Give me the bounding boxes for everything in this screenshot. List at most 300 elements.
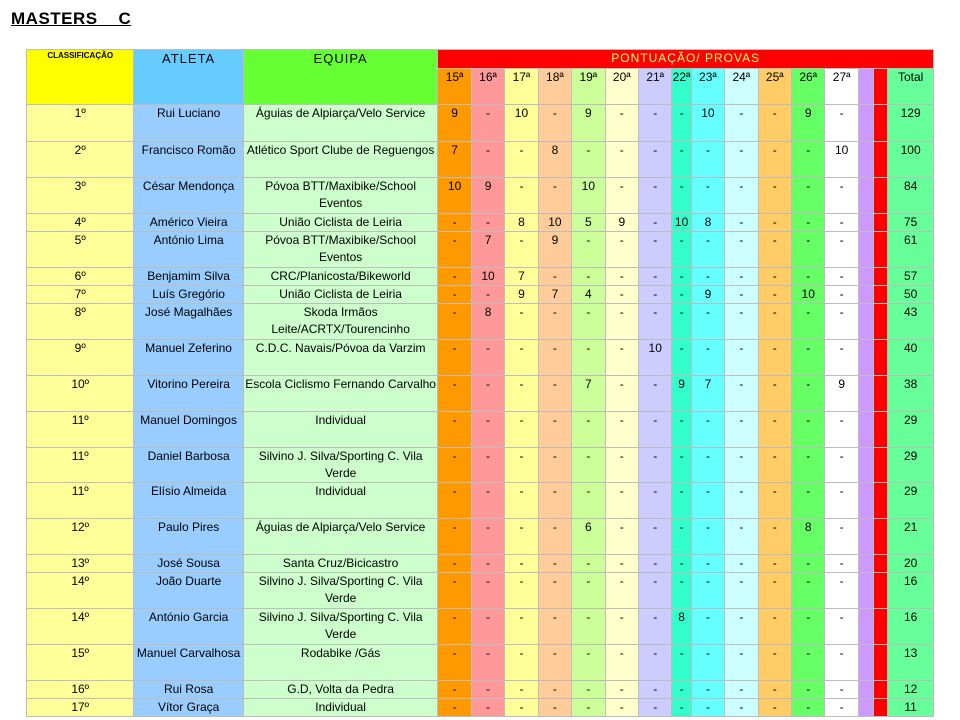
race-header-10: 25ª (758, 69, 791, 105)
score-cell: - (691, 340, 724, 376)
team-cell: Skoda Irmãos Leite/ACRTX/Tourencinho (243, 304, 438, 340)
score-cell: - (639, 573, 672, 609)
score-cell: - (605, 519, 638, 555)
race-header-2: 17ª (505, 69, 538, 105)
score-cell: 7 (471, 232, 504, 268)
score-cell: - (438, 573, 471, 609)
score-cell: - (792, 483, 825, 519)
score-cell (858, 105, 873, 142)
score-cell: - (572, 340, 605, 376)
header-equipa: EQUIPA (243, 50, 438, 105)
score-cell: - (725, 483, 758, 519)
athlete-cell: Elísio Almeida (134, 483, 243, 519)
score-cell: - (825, 483, 858, 519)
race-header-3: 18ª (538, 69, 571, 105)
race-header-14 (874, 69, 888, 105)
score-cell: - (792, 232, 825, 268)
score-cell: - (725, 645, 758, 681)
athlete-cell: Vitorino Pereira (134, 376, 243, 412)
score-cell: - (825, 340, 858, 376)
athlete-cell: Paulo Pires (134, 519, 243, 555)
score-cell: - (672, 268, 691, 286)
score-cell: - (725, 232, 758, 268)
athlete-cell: César Mendonça (134, 178, 243, 214)
score-cell: - (538, 609, 571, 645)
score-cell: - (725, 609, 758, 645)
score-cell (874, 142, 888, 178)
athlete-cell: Manuel Carvalhosa (134, 645, 243, 681)
score-cell: - (605, 142, 638, 178)
score-cell: - (725, 448, 758, 483)
score-cell (874, 105, 888, 142)
score-cell: 7 (438, 142, 471, 178)
score-cell: - (572, 555, 605, 573)
team-cell: União Ciclista de Leiria (243, 214, 438, 232)
score-cell: - (725, 573, 758, 609)
score-cell (874, 448, 888, 483)
score-cell: - (672, 573, 691, 609)
score-cell: - (438, 681, 471, 699)
score-cell: - (758, 645, 791, 681)
score-cell: - (639, 609, 672, 645)
total-cell: 43 (888, 304, 934, 340)
score-cell: - (758, 214, 791, 232)
score-cell: - (725, 376, 758, 412)
team-cell: Póvoa BTT/Maxibike/School Eventos (243, 232, 438, 268)
score-cell: - (572, 609, 605, 645)
score-cell (858, 340, 873, 376)
score-cell: 5 (572, 214, 605, 232)
score-cell: - (672, 178, 691, 214)
total-cell: 16 (888, 609, 934, 645)
score-cell (858, 448, 873, 483)
score-cell: - (572, 699, 605, 717)
score-cell: - (672, 340, 691, 376)
athlete-cell: Daniel Barbosa (134, 448, 243, 483)
score-cell: - (605, 573, 638, 609)
score-cell: - (438, 555, 471, 573)
race-header-7: 22ª (672, 69, 691, 105)
score-cell: - (605, 105, 638, 142)
score-cell: - (639, 304, 672, 340)
rank-cell: 11º (27, 412, 134, 448)
score-cell (874, 340, 888, 376)
score-cell (874, 268, 888, 286)
score-cell: - (672, 681, 691, 699)
score-cell: - (639, 178, 672, 214)
race-header-5: 20ª (605, 69, 638, 105)
score-cell: - (792, 412, 825, 448)
athlete-cell: João Duarte (134, 573, 243, 609)
score-cell: - (572, 268, 605, 286)
score-cell: - (725, 340, 758, 376)
score-cell: - (691, 573, 724, 609)
score-cell: - (505, 142, 538, 178)
athlete-cell: António Lima (134, 232, 243, 268)
athlete-cell: Rui Rosa (134, 681, 243, 699)
score-cell: - (672, 105, 691, 142)
score-cell: - (672, 412, 691, 448)
score-cell: - (538, 376, 571, 412)
total-cell: 129 (888, 105, 934, 142)
score-cell: - (471, 105, 504, 142)
score-cell: - (471, 286, 504, 304)
team-cell: Santa Cruz/Bicicastro (243, 555, 438, 573)
team-cell: Individual (243, 412, 438, 448)
score-cell: - (538, 412, 571, 448)
score-cell: - (792, 448, 825, 483)
total-cell: 21 (888, 519, 934, 555)
score-cell: - (505, 412, 538, 448)
score-cell (858, 699, 873, 717)
rank-cell: 6º (27, 268, 134, 286)
score-cell: - (538, 105, 571, 142)
score-cell: - (691, 448, 724, 483)
team-cell: Individual (243, 483, 438, 519)
score-cell: - (471, 681, 504, 699)
score-cell: - (572, 483, 605, 519)
score-cell: - (725, 178, 758, 214)
score-cell: - (792, 555, 825, 573)
score-cell (874, 304, 888, 340)
score-cell: - (471, 519, 504, 555)
score-cell: - (438, 268, 471, 286)
score-cell: 10 (471, 268, 504, 286)
score-cell: 7 (505, 268, 538, 286)
total-cell: 57 (888, 268, 934, 286)
score-cell: - (792, 699, 825, 717)
score-cell: - (572, 232, 605, 268)
score-cell: - (471, 340, 504, 376)
team-cell: Águias de Alpiarça/Velo Service (243, 519, 438, 555)
score-cell: - (792, 214, 825, 232)
score-cell: - (792, 376, 825, 412)
race-header-12: 27ª (825, 69, 858, 105)
score-cell: - (725, 412, 758, 448)
score-cell: - (725, 519, 758, 555)
score-cell: 9 (471, 178, 504, 214)
score-cell: - (639, 105, 672, 142)
score-cell: - (825, 609, 858, 645)
score-cell: - (825, 214, 858, 232)
team-cell: Atlético Sport Clube de Reguengos (243, 142, 438, 178)
score-cell (858, 232, 873, 268)
score-cell (858, 178, 873, 214)
score-cell: - (438, 304, 471, 340)
score-cell: 9 (572, 105, 605, 142)
score-cell: - (758, 699, 791, 717)
score-cell: - (605, 286, 638, 304)
score-cell: - (639, 214, 672, 232)
header-pontuacao: PONTUAÇÃO/ PROVAS (438, 50, 934, 69)
score-cell: - (605, 340, 638, 376)
score-cell: - (691, 412, 724, 448)
score-cell: - (825, 645, 858, 681)
score-cell: - (672, 645, 691, 681)
score-cell: 4 (572, 286, 605, 304)
score-cell: - (572, 304, 605, 340)
table-row (27, 519, 934, 555)
score-cell: - (672, 142, 691, 178)
score-cell: - (691, 178, 724, 214)
score-cell: - (505, 555, 538, 573)
score-cell: - (538, 304, 571, 340)
score-cell: - (639, 412, 672, 448)
rank-cell: 4º (27, 214, 134, 232)
score-cell: - (505, 681, 538, 699)
score-cell: - (605, 412, 638, 448)
score-cell: - (639, 448, 672, 483)
athlete-cell: Manuel Domingos (134, 412, 243, 448)
score-cell: 9 (538, 232, 571, 268)
score-cell: - (758, 609, 791, 645)
score-cell: 8 (471, 304, 504, 340)
header-atleta: ATLETA (134, 50, 243, 105)
rank-cell: 5º (27, 232, 134, 268)
score-cell: - (691, 232, 724, 268)
team-cell: C.D.C. Navais/Póvoa da Varzim (243, 340, 438, 376)
score-cell: 10 (691, 105, 724, 142)
score-cell: - (538, 178, 571, 214)
score-cell: 10 (572, 178, 605, 214)
total-cell: 12 (888, 681, 934, 699)
race-header-4: 19ª (572, 69, 605, 105)
team-cell: Individual (243, 699, 438, 717)
score-cell: - (792, 268, 825, 286)
table-row (27, 214, 934, 232)
score-cell: 9 (792, 105, 825, 142)
score-cell: - (691, 268, 724, 286)
score-cell: - (725, 105, 758, 142)
score-cell: - (505, 376, 538, 412)
score-cell: - (792, 573, 825, 609)
score-cell: - (758, 286, 791, 304)
score-cell: - (605, 699, 638, 717)
score-cell: - (825, 699, 858, 717)
score-cell: 7 (538, 286, 571, 304)
rank-cell: 7º (27, 286, 134, 304)
table-row (27, 483, 934, 519)
score-cell: - (538, 483, 571, 519)
score-cell: - (691, 142, 724, 178)
score-cell: - (471, 448, 504, 483)
team-cell: Silvino J. Silva/Sporting C. Vila Verde (243, 573, 438, 609)
score-cell: - (605, 681, 638, 699)
table-row (27, 105, 934, 142)
table-row (27, 268, 934, 286)
table-row (27, 681, 934, 699)
score-cell: 10 (438, 178, 471, 214)
score-cell: - (505, 699, 538, 717)
score-cell: - (825, 555, 858, 573)
race-header-6: 21ª (639, 69, 672, 105)
score-cell: - (572, 412, 605, 448)
table-row (27, 448, 934, 483)
score-cell: 10 (538, 214, 571, 232)
race-header-8: 23ª (691, 69, 724, 105)
header-classificacao: CLASSIFICAÇÃO (27, 50, 134, 105)
score-cell: - (505, 340, 538, 376)
score-cell (874, 609, 888, 645)
score-cell (858, 268, 873, 286)
score-cell (874, 519, 888, 555)
team-cell: Rodabike /Gás (243, 645, 438, 681)
header-row (27, 50, 934, 69)
score-cell: - (605, 609, 638, 645)
total-cell: 61 (888, 232, 934, 268)
score-cell: 8 (538, 142, 571, 178)
score-cell: - (792, 609, 825, 645)
score-cell: 8 (691, 214, 724, 232)
score-cell: - (639, 645, 672, 681)
score-cell: - (605, 483, 638, 519)
score-cell: 10 (792, 286, 825, 304)
race-header-9: 24ª (725, 69, 758, 105)
score-cell: - (538, 519, 571, 555)
score-cell: 9 (691, 286, 724, 304)
score-cell: - (572, 573, 605, 609)
score-cell: - (758, 681, 791, 699)
score-cell: - (691, 483, 724, 519)
table-row (27, 286, 934, 304)
score-cell: - (438, 376, 471, 412)
race-header-1: 16ª (471, 69, 504, 105)
score-cell: - (505, 483, 538, 519)
score-cell: - (825, 105, 858, 142)
score-cell: - (672, 699, 691, 717)
score-cell: - (605, 304, 638, 340)
score-cell: 8 (792, 519, 825, 555)
score-cell: - (438, 645, 471, 681)
athlete-cell: António Garcia (134, 609, 243, 645)
score-cell: - (438, 699, 471, 717)
athlete-cell: José Magalhães (134, 304, 243, 340)
score-cell (858, 483, 873, 519)
rank-cell: 11º (27, 448, 134, 483)
athlete-cell: Benjamim Silva (134, 268, 243, 286)
table-row (27, 142, 934, 178)
score-cell: - (505, 304, 538, 340)
score-cell: - (758, 519, 791, 555)
score-cell: - (505, 232, 538, 268)
score-cell: - (672, 232, 691, 268)
score-cell: - (538, 448, 571, 483)
score-cell: 10 (639, 340, 672, 376)
score-cell: - (725, 286, 758, 304)
rank-cell: 11º (27, 483, 134, 519)
score-cell: - (672, 519, 691, 555)
score-cell: - (471, 699, 504, 717)
score-cell: - (438, 340, 471, 376)
score-cell: - (825, 304, 858, 340)
score-cell: 10 (825, 142, 858, 178)
score-cell: - (825, 681, 858, 699)
score-cell (858, 286, 873, 304)
score-cell: - (639, 555, 672, 573)
score-cell (858, 376, 873, 412)
score-cell: - (725, 699, 758, 717)
score-cell: - (538, 681, 571, 699)
score-cell: - (605, 178, 638, 214)
total-cell: 20 (888, 555, 934, 573)
score-cell: - (825, 448, 858, 483)
total-cell: 50 (888, 286, 934, 304)
rank-cell: 1º (27, 105, 134, 142)
score-cell: - (825, 519, 858, 555)
total-cell: 84 (888, 178, 934, 214)
team-cell: CRC/Planicosta/Bikeworld (243, 268, 438, 286)
score-cell: - (672, 483, 691, 519)
score-cell: - (758, 376, 791, 412)
score-cell: - (639, 681, 672, 699)
score-cell (874, 178, 888, 214)
total-cell: 100 (888, 142, 934, 178)
table-row (27, 555, 934, 573)
score-cell: - (438, 412, 471, 448)
score-cell: - (471, 609, 504, 645)
score-cell: - (505, 448, 538, 483)
table-row (27, 609, 934, 645)
score-cell: - (725, 681, 758, 699)
score-cell (874, 645, 888, 681)
score-cell: 9 (605, 214, 638, 232)
score-cell: - (572, 645, 605, 681)
score-cell: - (792, 645, 825, 681)
score-cell: - (605, 555, 638, 573)
score-cell: 9 (825, 376, 858, 412)
score-cell: - (672, 448, 691, 483)
score-cell: - (471, 645, 504, 681)
score-cell: - (639, 268, 672, 286)
score-cell (874, 555, 888, 573)
score-cell: - (605, 645, 638, 681)
score-cell: - (725, 555, 758, 573)
athlete-cell: Rui Luciano (134, 105, 243, 142)
score-cell: - (825, 178, 858, 214)
score-cell: - (758, 232, 791, 268)
score-cell: - (639, 232, 672, 268)
score-cell: - (438, 232, 471, 268)
rank-cell: 13º (27, 555, 134, 573)
score-cell: - (691, 609, 724, 645)
score-cell: - (691, 645, 724, 681)
score-cell: - (605, 268, 638, 286)
score-cell: - (639, 286, 672, 304)
score-cell: 9 (438, 105, 471, 142)
team-cell: União Ciclista de Leiria (243, 286, 438, 304)
score-cell (874, 214, 888, 232)
team-cell: Escola Ciclismo Fernando Carvalho (243, 376, 438, 412)
score-cell: - (758, 142, 791, 178)
total-cell: 40 (888, 340, 934, 376)
table-row (27, 645, 934, 681)
table-row (27, 304, 934, 340)
score-cell: - (758, 412, 791, 448)
race-header-11: 26ª (792, 69, 825, 105)
score-cell (858, 609, 873, 645)
rank-cell: 14º (27, 609, 134, 645)
score-cell: - (505, 645, 538, 681)
team-cell: Póvoa BTT/Maxibike/School Eventos (243, 178, 438, 214)
score-cell (874, 483, 888, 519)
rank-cell: 14º (27, 573, 134, 609)
score-cell: 6 (572, 519, 605, 555)
total-cell: 75 (888, 214, 934, 232)
total-cell: 29 (888, 412, 934, 448)
score-cell: - (639, 376, 672, 412)
score-cell: - (572, 142, 605, 178)
rank-cell: 17º (27, 699, 134, 717)
